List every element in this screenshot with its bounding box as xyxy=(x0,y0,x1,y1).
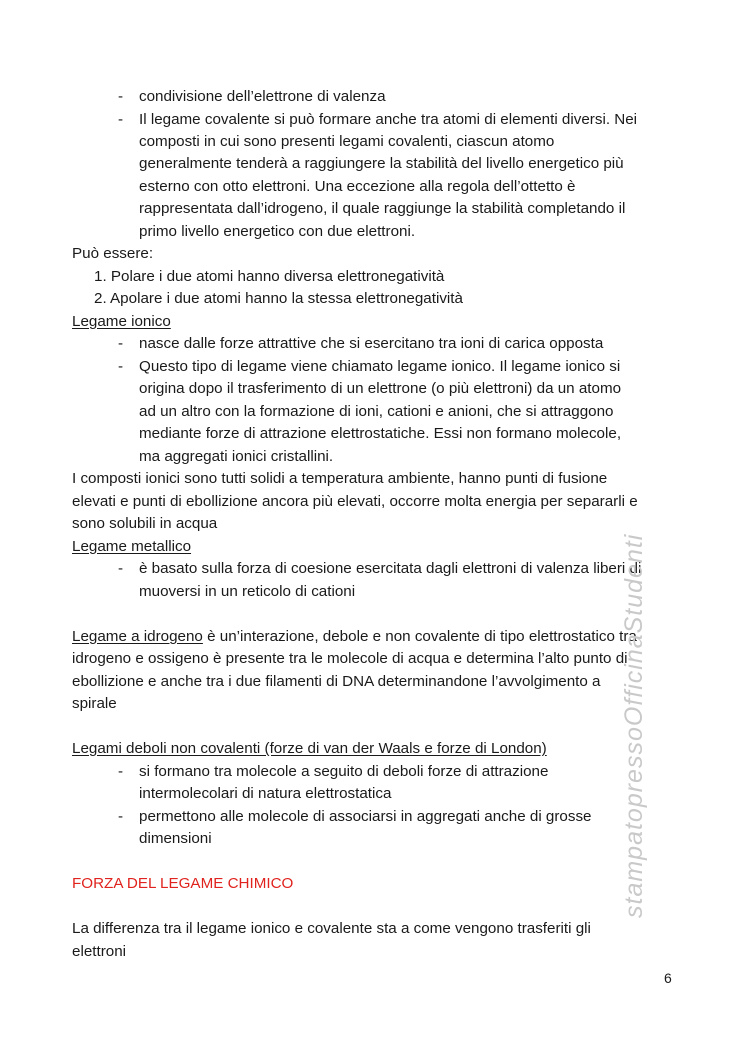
bullet-dash: - xyxy=(118,808,124,825)
bullet-text: nasce dalle forze attrattive che si esercitano tra ioni di carica opposta xyxy=(139,335,604,352)
paragraph-text: è un’interazione, debole e non covalente di tipo elettrostatico tra xyxy=(202,628,637,645)
section-heading-legame-ionico: Legame ionico xyxy=(72,313,171,330)
bullet-dash: - xyxy=(118,111,124,128)
bullet-text: rappresentata dall’idrogeno, il quale raggiunge la stabilità completando il xyxy=(139,200,626,217)
bullet-text: mediante forze di attrazione elettrostatiche. Essi non formano molecole, xyxy=(139,425,622,442)
page-number: 6 xyxy=(664,970,672,986)
paragraph-text: I composti ionici sono tutti solidi a temperatura ambiente, hanno punti di fusione xyxy=(72,470,608,487)
paragraph-text: idrogeno e ossigeno è presente tra le molecole di acqua e determina l’alto punto di xyxy=(72,650,628,667)
bullet-text: esterno con otto elettroni. Una eccezione alla regola dell’ottetto è xyxy=(139,178,576,195)
bullet-text: Il legame covalente si può formare anche tra atomi di elementi diversi. Nei xyxy=(139,111,638,128)
bullet-text: dimensioni xyxy=(139,830,212,847)
bullet-text: primo livello energetico con due elettroni. xyxy=(139,223,416,240)
term-legame-a-idrogeno: Legame a idrogeno xyxy=(72,628,203,645)
bullet-text: intermolecolari di natura elettrostatica xyxy=(139,785,392,802)
bullet-text: generalmente tenderà a raggiungere la stabilità del livello energetico più xyxy=(139,155,624,172)
bullet-text: permettono alle molecole di associarsi in aggregati anche di grosse xyxy=(139,808,592,825)
paragraph-text: sono solubili in acqua xyxy=(72,515,218,532)
paragraph-text: La differenza tra il legame ionico e covalente sta a come vengono trasferiti gli xyxy=(72,920,591,937)
numbered-item: 1. Polare i due atomi hanno diversa elettronegatività xyxy=(94,268,445,285)
bullet-dash: - xyxy=(118,560,124,577)
paragraph-text: spirale xyxy=(72,695,117,712)
bullet-text: si formano tra molecole a seguito di deboli forze di attrazione xyxy=(139,763,549,780)
paragraph-text: Può essere: xyxy=(72,245,154,262)
bullet-dash: - xyxy=(118,335,124,352)
bullet-text: Questo tipo di legame viene chiamato legame ionico. Il legame ionico si xyxy=(139,358,621,375)
bullet-text: ma aggregati ionici cristallini. xyxy=(139,448,334,465)
watermark-text: stampatopressoOfficinaStudenti xyxy=(620,533,648,918)
numbered-item: 2. Apolare i due atomi hanno la stessa elettronegatività xyxy=(94,290,463,307)
paragraph-text: elettroni xyxy=(72,943,127,960)
section-heading-legame-metallico: Legame metallico xyxy=(72,538,192,555)
section-heading-legami-deboli: Legami deboli non covalenti (forze di van der Waals e forze di London) xyxy=(72,740,547,757)
bullet-text: composti in cui sono presenti legami covalenti, ciascun atomo xyxy=(139,133,555,150)
paragraph-text: ebollizione e anche tra i due filamenti di DNA determinandone l’avvolgimento a xyxy=(72,673,601,690)
section-heading-forza-legame: FORZA DEL LEGAME CHIMICO xyxy=(72,875,294,892)
paragraph-legame-idrogeno xyxy=(72,626,637,648)
bullet-dash: - xyxy=(118,88,124,105)
bullet-text: ad un altro con la formazione di ioni, cationi e anioni, che si attraggono xyxy=(139,403,614,420)
bullet-text: è basato sulla forza di coesione esercitata dagli elettroni di valenza liberi di xyxy=(139,560,642,577)
bullet-text: origina dopo il trasferimento di un elettrone (o più elettroni) da un atomo xyxy=(139,380,622,397)
paragraph-text: elevati e punti di ebollizione ancora più elevati, occorre molta energia per separarli e xyxy=(72,493,638,510)
bullet-text: condivisione dell’elettrone di valenza xyxy=(139,88,386,105)
bullet-text: muoversi in un reticolo di cationi xyxy=(139,583,356,600)
bullet-dash: - xyxy=(118,763,124,780)
bullet-dash: - xyxy=(118,358,124,375)
